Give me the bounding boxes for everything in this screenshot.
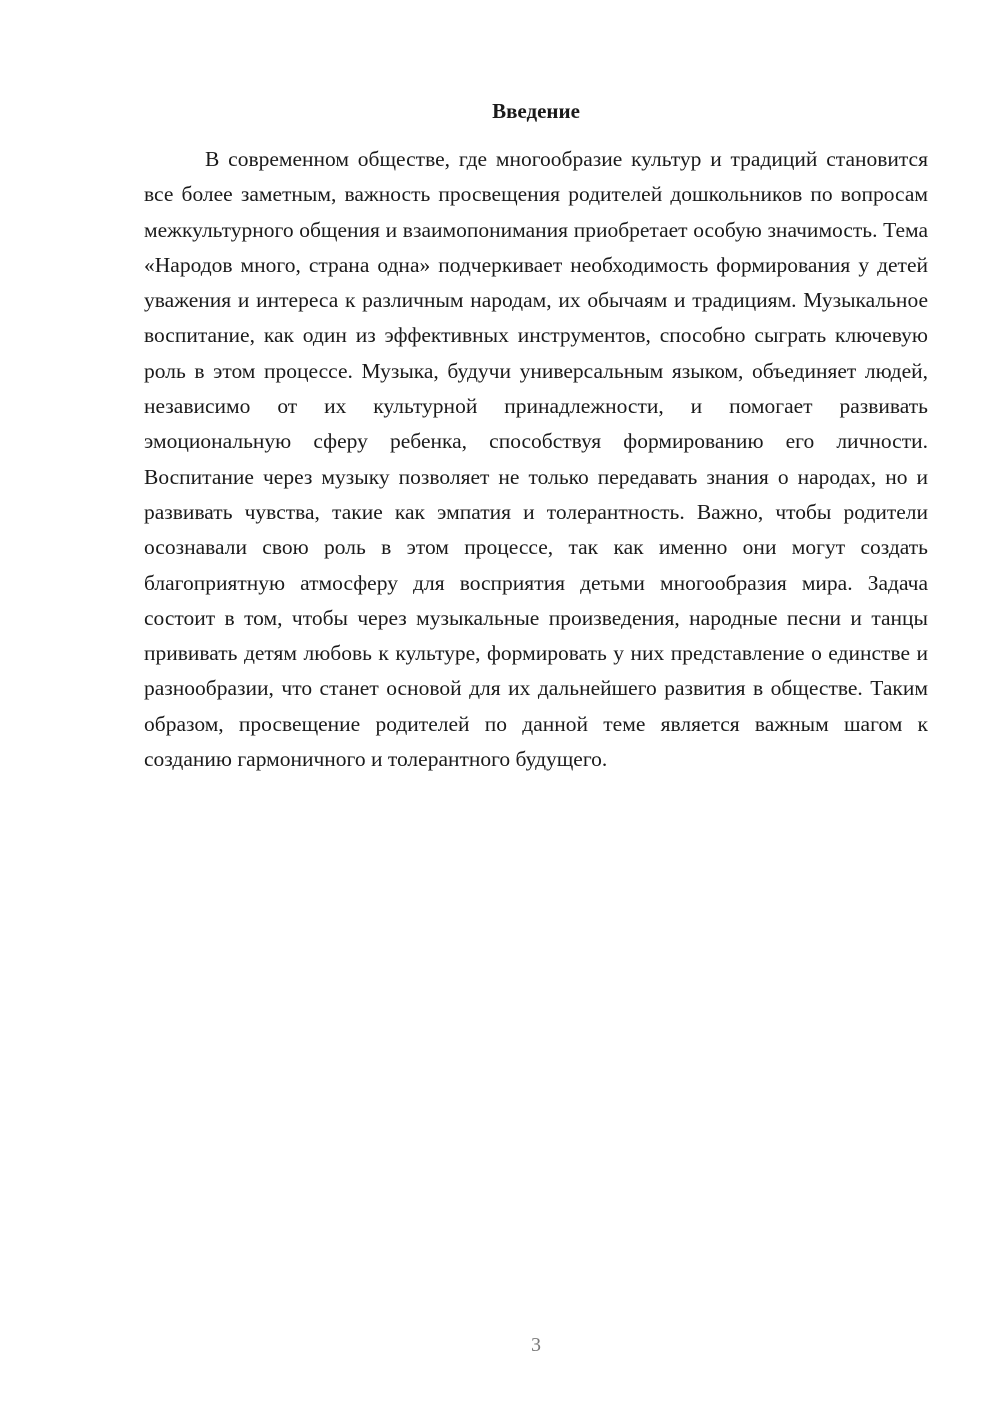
section-title: Введение [492,99,580,123]
page-number: 3 [531,1334,541,1356]
body-paragraph: В современном обществе, где многообразие культур и традиций становится все более заметным, важность просвещения родителей дошкольников по вопросам межкультурного общения и взаимопонимания приобретает особую значимость. Тема «Народов много, страна одна» подчеркивает необходимость формирования у детей уважения и интереса к различным народам, их обычаям и традициям. Музыкальное воспитание, как один из эффективных инструментов, способно сыграть ключевую роль в этом процессе. Музыка, будучи универсальным языком, объединяет людей, независимо от их культурной принадлежности, и помогает развивать эмоциональную сферу ребенка, способствуя формированию его личности. Воспитание через музыку позволяет не только передавать знания о народах, но и развивать чувства, такие как эмпатия и толерантность. Важно, чтобы родители осознавали свою роль в этом процессе, так как именно они могут создать благоприятную атмосферу для восприятия детьми многообразия мира. Задача состоит в том, чтобы через музыкальные произведения, народные песни и танцы прививать детям любовь к культуре, формировать у них представление о единстве и разнообразии, что станет основой для их дальнейшего развития в обществе. Таким образом, просвещение родителей по данной теме является важным шагом к созданию гармоничного и толерантного будущего. [144,147,928,772]
